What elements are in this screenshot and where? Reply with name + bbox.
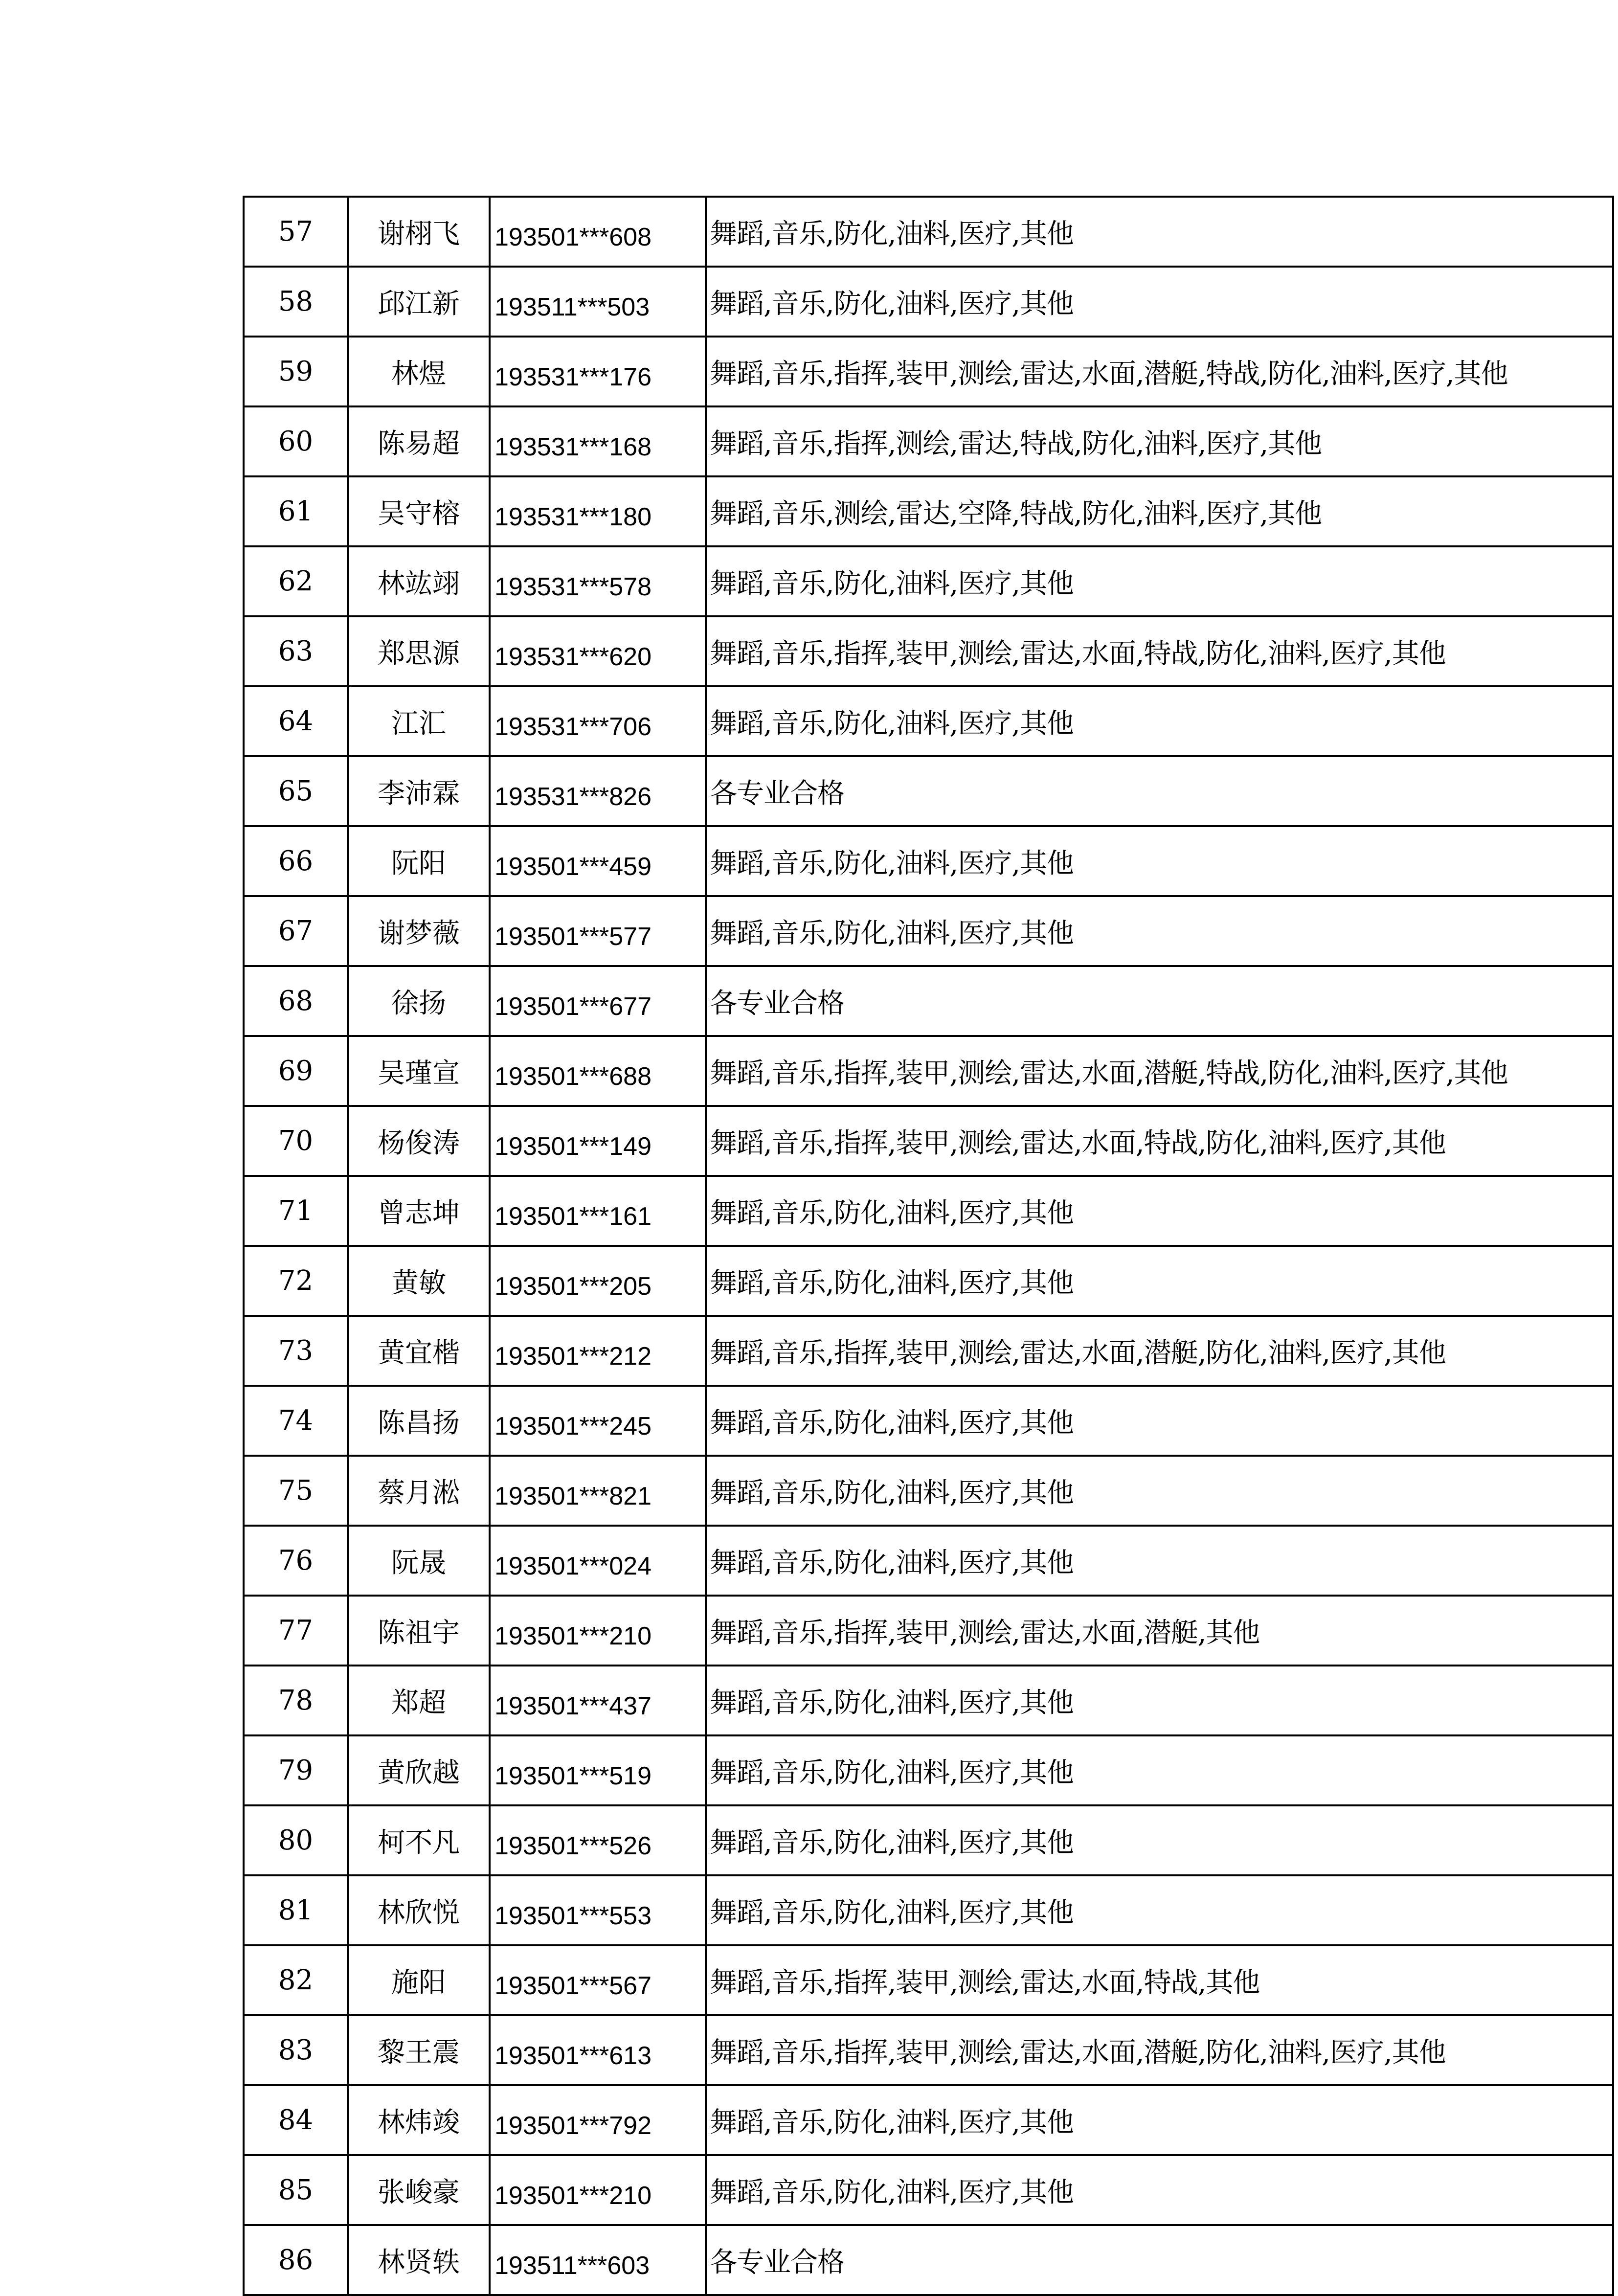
- id-number-cell: 193501***161: [490, 1176, 706, 1246]
- name-cell: 李沛霖: [348, 756, 490, 826]
- name-cell: 郑超: [348, 1666, 490, 1735]
- name-cell: 黄欣越: [348, 1735, 490, 1805]
- id-number-cell: 193511***503: [490, 267, 706, 337]
- table-row: [244, 197, 1613, 267]
- qualified-specialties-cell: 舞蹈,音乐,防化,油料,医疗,其他: [706, 2155, 1613, 2225]
- id-number-cell: 193511***603: [490, 2225, 706, 2295]
- qualified-specialties-cell: 舞蹈,音乐,防化,油料,医疗,其他: [706, 1176, 1613, 1246]
- qualified-specialties-cell: 舞蹈,音乐,防化,油料,医疗,其他: [706, 1735, 1613, 1805]
- table-row: [244, 546, 1613, 616]
- qualified-specialties-cell: 各专业合格: [706, 756, 1613, 826]
- name-cell: 陈祖宇: [348, 1596, 490, 1666]
- name-cell: 柯不凡: [348, 1805, 490, 1875]
- qualified-specialties-cell: 舞蹈,音乐,防化,油料,医疗,其他: [706, 1246, 1613, 1316]
- name-cell: 张峻豪: [348, 2155, 490, 2225]
- row-number-cell: 59: [244, 337, 348, 406]
- id-number-cell: 193531***706: [490, 686, 706, 756]
- qualified-specialties-cell: 舞蹈,音乐,防化,油料,医疗,其他: [706, 1456, 1613, 1526]
- name-cell: 黄宜楷: [348, 1316, 490, 1386]
- name-cell: 施阳: [348, 1945, 490, 2015]
- results-table: [243, 196, 1614, 2296]
- id-number-cell: 193501***210: [490, 1596, 706, 1666]
- id-number-cell: 193501***024: [490, 1526, 706, 1596]
- row-number-cell: 76: [244, 1526, 348, 1596]
- table-row: [244, 1596, 1613, 1666]
- qualified-specialties-cell: 舞蹈,音乐,防化,油料,医疗,其他: [706, 1386, 1613, 1456]
- table-row: [244, 1805, 1613, 1875]
- name-cell: 黎王震: [348, 2015, 490, 2085]
- row-number-cell: 64: [244, 686, 348, 756]
- table-row: [244, 2085, 1613, 2155]
- id-number-cell: 193501***792: [490, 2085, 706, 2155]
- name-cell: 江汇: [348, 686, 490, 756]
- id-number-cell: 193501***677: [490, 966, 706, 1036]
- qualified-specialties-cell: 舞蹈,音乐,防化,油料,医疗,其他: [706, 197, 1613, 267]
- id-number-cell: 193501***613: [490, 2015, 706, 2085]
- table-row: [244, 2015, 1613, 2085]
- table-row: [244, 2225, 1613, 2295]
- row-number-cell: 79: [244, 1735, 348, 1805]
- qualified-specialties-cell: 舞蹈,音乐,防化,油料,医疗,其他: [706, 1875, 1613, 1945]
- row-number-cell: 83: [244, 2015, 348, 2085]
- table-row: [244, 1106, 1613, 1176]
- table-row: [244, 1036, 1613, 1106]
- name-cell: 林欣悦: [348, 1875, 490, 1945]
- row-number-cell: 57: [244, 197, 348, 267]
- id-number-cell: 193501***212: [490, 1316, 706, 1386]
- row-number-cell: 67: [244, 896, 348, 966]
- qualified-specialties-cell: 舞蹈,音乐,防化,油料,医疗,其他: [706, 896, 1613, 966]
- table-row: [244, 1526, 1613, 1596]
- row-number-cell: 85: [244, 2155, 348, 2225]
- row-number-cell: 73: [244, 1316, 348, 1386]
- id-number-cell: 193531***180: [490, 476, 706, 546]
- row-number-cell: 66: [244, 826, 348, 896]
- row-number-cell: 63: [244, 616, 348, 686]
- row-number-cell: 80: [244, 1805, 348, 1875]
- row-number-cell: 77: [244, 1596, 348, 1666]
- qualified-specialties-cell: 舞蹈,音乐,防化,油料,医疗,其他: [706, 1526, 1613, 1596]
- qualified-specialties-cell: 各专业合格: [706, 2225, 1613, 2295]
- row-number-cell: 60: [244, 406, 348, 476]
- row-number-cell: 78: [244, 1666, 348, 1735]
- row-number-cell: 71: [244, 1176, 348, 1246]
- qualified-specialties-cell: 舞蹈,音乐,指挥,装甲,测绘,雷达,水面,潜艇,特战,防化,油料,医疗,其他: [706, 1036, 1613, 1106]
- qualified-specialties-cell: 舞蹈,音乐,防化,油料,医疗,其他: [706, 1805, 1613, 1875]
- id-number-cell: 193501***519: [490, 1735, 706, 1805]
- row-number-cell: 75: [244, 1456, 348, 1526]
- qualified-specialties-cell: 舞蹈,音乐,指挥,装甲,测绘,雷达,水面,潜艇,防化,油料,医疗,其他: [706, 2015, 1613, 2085]
- id-number-cell: 193501***821: [490, 1456, 706, 1526]
- table-row: [244, 826, 1613, 896]
- name-cell: 邱江新: [348, 267, 490, 337]
- id-number-cell: 193501***608: [490, 197, 706, 267]
- id-number-cell: 193531***168: [490, 406, 706, 476]
- name-cell: 杨俊涛: [348, 1106, 490, 1176]
- name-cell: 林炜竣: [348, 2085, 490, 2155]
- row-number-cell: 58: [244, 267, 348, 337]
- row-number-cell: 86: [244, 2225, 348, 2295]
- table-row: [244, 896, 1613, 966]
- id-number-cell: 193531***578: [490, 546, 706, 616]
- row-number-cell: 70: [244, 1106, 348, 1176]
- name-cell: 阮阳: [348, 826, 490, 896]
- table-row: [244, 406, 1613, 476]
- id-number-cell: 193531***826: [490, 756, 706, 826]
- id-number-cell: 193501***688: [490, 1036, 706, 1106]
- id-number-cell: 193501***149: [490, 1106, 706, 1176]
- row-number-cell: 82: [244, 1945, 348, 2015]
- row-number-cell: 61: [244, 476, 348, 546]
- table-row: [244, 1875, 1613, 1945]
- name-cell: 陈昌扬: [348, 1386, 490, 1456]
- table-row: [244, 966, 1613, 1036]
- qualified-specialties-cell: 舞蹈,音乐,防化,油料,医疗,其他: [706, 2085, 1613, 2155]
- qualified-specialties-cell: 舞蹈,音乐,指挥,测绘,雷达,特战,防化,油料,医疗,其他: [706, 406, 1613, 476]
- row-number-cell: 65: [244, 756, 348, 826]
- name-cell: 吴守榕: [348, 476, 490, 546]
- qualified-specialties-cell: 舞蹈,音乐,指挥,装甲,测绘,雷达,水面,特战,防化,油料,医疗,其他: [706, 1106, 1613, 1176]
- qualified-specialties-cell: 舞蹈,音乐,防化,油料,医疗,其他: [706, 826, 1613, 896]
- id-number-cell: 193501***210: [490, 2155, 706, 2225]
- row-number-cell: 84: [244, 2085, 348, 2155]
- id-number-cell: 193501***567: [490, 1945, 706, 2015]
- qualified-specialties-cell: 舞蹈,音乐,防化,油料,医疗,其他: [706, 1666, 1613, 1735]
- table-row: [244, 1456, 1613, 1526]
- row-number-cell: 81: [244, 1875, 348, 1945]
- table-row: [244, 1316, 1613, 1386]
- table-row: [244, 476, 1613, 546]
- table-row: [244, 756, 1613, 826]
- id-number-cell: 193531***620: [490, 616, 706, 686]
- table-row: [244, 1176, 1613, 1246]
- name-cell: 林竑翊: [348, 546, 490, 616]
- name-cell: 陈易超: [348, 406, 490, 476]
- id-number-cell: 193501***526: [490, 1805, 706, 1875]
- qualified-specialties-cell: 舞蹈,音乐,指挥,装甲,测绘,雷达,水面,潜艇,防化,油料,医疗,其他: [706, 1316, 1613, 1386]
- table-row: [244, 1735, 1613, 1805]
- table-body: [244, 197, 1613, 2295]
- name-cell: 阮晟: [348, 1526, 490, 1596]
- id-number-cell: 193501***245: [490, 1386, 706, 1456]
- name-cell: 谢栩飞: [348, 197, 490, 267]
- row-number-cell: 72: [244, 1246, 348, 1316]
- table-row: [244, 337, 1613, 406]
- name-cell: 蔡月淞: [348, 1456, 490, 1526]
- qualified-specialties-cell: 舞蹈,音乐,防化,油料,医疗,其他: [706, 546, 1613, 616]
- name-cell: 林煜: [348, 337, 490, 406]
- name-cell: 林贤轶: [348, 2225, 490, 2295]
- id-number-cell: 193501***205: [490, 1246, 706, 1316]
- table-row: [244, 267, 1613, 337]
- qualified-specialties-cell: 各专业合格: [706, 966, 1613, 1036]
- qualified-specialties-cell: 舞蹈,音乐,防化,油料,医疗,其他: [706, 686, 1613, 756]
- table-row: [244, 1386, 1613, 1456]
- qualified-specialties-cell: 舞蹈,音乐,指挥,装甲,测绘,雷达,水面,潜艇,其他: [706, 1596, 1613, 1666]
- name-cell: 曾志坤: [348, 1176, 490, 1246]
- qualified-specialties-cell: 舞蹈,音乐,测绘,雷达,空降,特战,防化,油料,医疗,其他: [706, 476, 1613, 546]
- table-row: [244, 1945, 1613, 2015]
- row-number-cell: 69: [244, 1036, 348, 1106]
- id-number-cell: 193501***437: [490, 1666, 706, 1735]
- table-row: [244, 686, 1613, 756]
- name-cell: 吴瑾宣: [348, 1036, 490, 1106]
- table-row: [244, 1666, 1613, 1735]
- table-row: [244, 1246, 1613, 1316]
- table-row: [244, 2155, 1613, 2225]
- qualified-specialties-cell: 舞蹈,音乐,指挥,装甲,测绘,雷达,水面,特战,其他: [706, 1945, 1613, 2015]
- id-number-cell: 193501***577: [490, 896, 706, 966]
- id-number-cell: 193501***459: [490, 826, 706, 896]
- qualified-specialties-cell: 舞蹈,音乐,指挥,装甲,测绘,雷达,水面,特战,防化,油料,医疗,其他: [706, 616, 1613, 686]
- id-number-cell: 193531***176: [490, 337, 706, 406]
- table-row: [244, 616, 1613, 686]
- name-cell: 徐扬: [348, 966, 490, 1036]
- qualified-specialties-cell: 舞蹈,音乐,指挥,装甲,测绘,雷达,水面,潜艇,特战,防化,油料,医疗,其他: [706, 337, 1613, 406]
- row-number-cell: 68: [244, 966, 348, 1036]
- id-number-cell: 193501***553: [490, 1875, 706, 1945]
- name-cell: 谢梦薇: [348, 896, 490, 966]
- qualified-specialties-cell: 舞蹈,音乐,防化,油料,医疗,其他: [706, 267, 1613, 337]
- row-number-cell: 74: [244, 1386, 348, 1456]
- row-number-cell: 62: [244, 546, 348, 616]
- name-cell: 黄敏: [348, 1246, 490, 1316]
- name-cell: 郑思源: [348, 616, 490, 686]
